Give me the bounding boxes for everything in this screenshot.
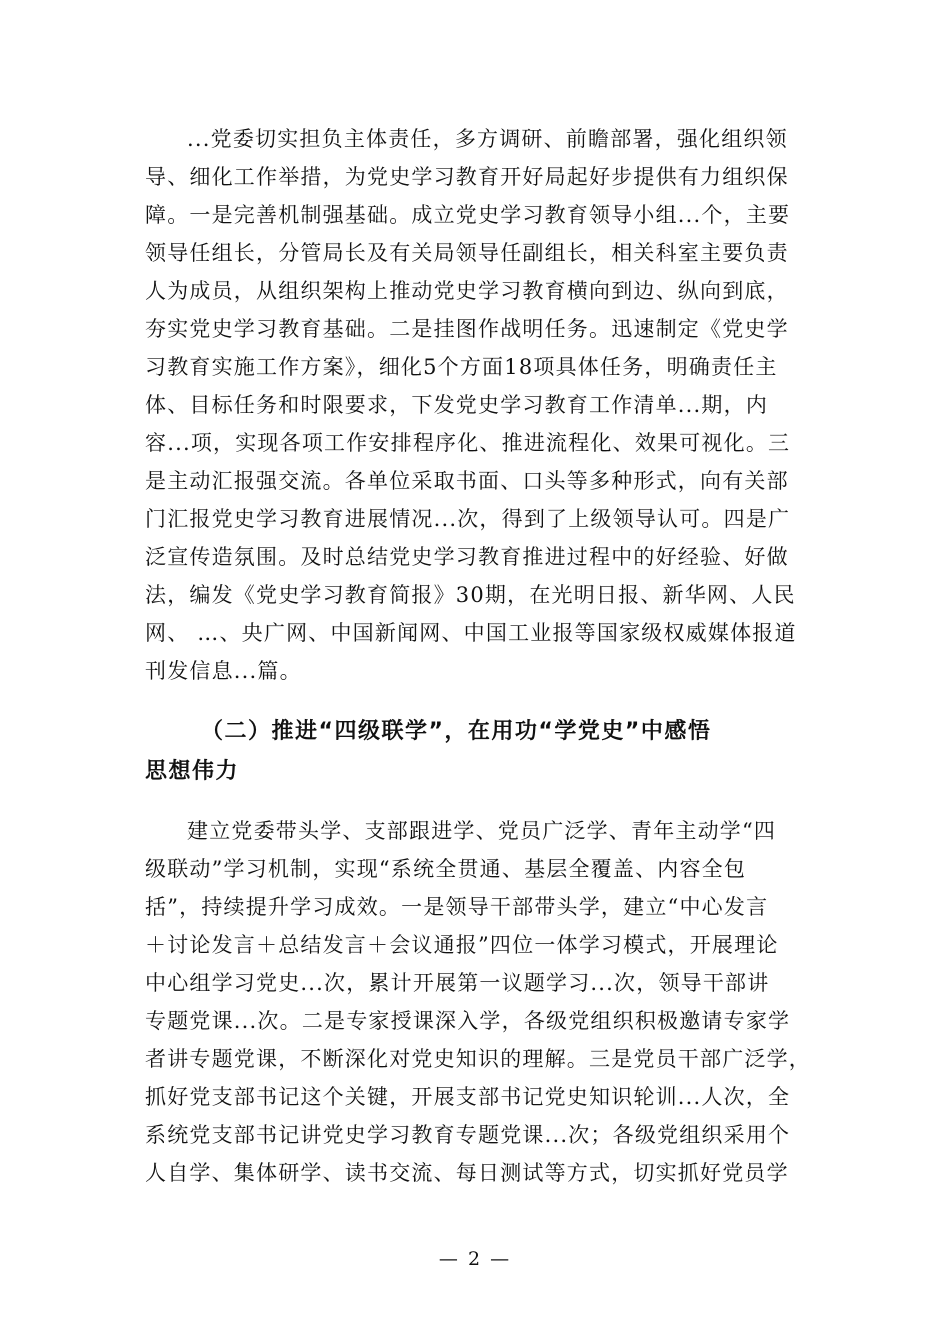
- text-line: 系统党支部书记讲党史学习教育专题党课...次；各级党组织采用个: [145, 1123, 791, 1147]
- text-line: 括”，持续提升学习成效。一是领导干部带头学，建立“中心发言: [145, 895, 769, 919]
- text-line: 者讲专题党课，不断深化对党史知识的理解。三是党员干部广泛学，: [145, 1047, 811, 1071]
- text-line: 专题党课...次。二是专家授课深入学，各级党组织积极邀请专家学: [145, 1009, 791, 1033]
- text-line: 泛宣传造氛围。及时总结党史学习教育推进过程中的好经验、好做: [145, 545, 789, 569]
- text-line: 人自学、集体研学、读书交流、每日测试等方式，切实抓好党员学: [145, 1161, 789, 1185]
- text-line: ＋讨论发言＋总结发言＋会议通报”四位一体学习模式，开展理论: [145, 933, 779, 957]
- text-line: 导、细化工作举措，为党史学习教育开好局起好步提供有力组织保: [145, 165, 789, 189]
- section-heading-line-2: 思想伟力: [145, 759, 240, 784]
- text-line: 习教育实施工作方案》，细化5个方面18项具体任务，明确责任主: [145, 355, 778, 379]
- text-line: 刊发信息...篇。: [145, 659, 302, 683]
- paragraph-organization: [145, 120, 808, 690]
- text-line: 建立党委带头学、支部跟进学、党员广泛学、青年主动学“四: [187, 819, 777, 843]
- text-line: 容...项，实现各项工作安排程序化、推进流程化、效果可视化。三: [145, 431, 791, 455]
- section-heading: [145, 712, 825, 792]
- text-line: 人为成员，从组织架构上推动党史学习教育横向到边、纵向到底，: [145, 279, 789, 303]
- page-number: — 2 —: [438, 1248, 512, 1270]
- text-line: 夯实党史学习教育基础。二是挂图作战明任务。迅速制定《党史学: [145, 317, 789, 341]
- text-line: 领导任组长，分管局长及有关局领导任副组长，相关科室主要负责: [145, 241, 789, 265]
- text-line: 门汇报党史学习教育进展情况...次，得到了上级领导认可。四是广: [145, 507, 791, 531]
- text-line: 级联动”学习机制，实现“系统全贯通、基层全覆盖、内容全包: [145, 857, 747, 881]
- paragraph-study: [145, 812, 811, 1192]
- text-line: 法，编发《党史学习教育简报》30期，在光明日报、新华网、人民: [145, 583, 796, 607]
- text-line: 障。一是完善机制强基础。成立党史学习教育领导小组...个，主要: [145, 203, 791, 227]
- text-line: 中心组学习党史...次，累计开展第一议题学习...次，领导干部讲: [145, 971, 770, 995]
- text-line: 抓好党支部书记这个关键，开展支部书记党史知识轮训...人次，全: [145, 1085, 791, 1109]
- text-line: 网、 …、央广网、中国新闻网、中国工业报等国家级权威媒体报道: [145, 621, 797, 645]
- text-line: 体、目标任务和时限要求，下发党史学习教育工作清单...期，内: [145, 393, 769, 417]
- section-heading-line-1: （二）推进“四级联学”，在用功“学党史”中感悟: [201, 719, 712, 744]
- text-line: ...党委切实担负主体责任，多方调研、前瞻部署，强化组织领: [187, 127, 788, 151]
- text-line: 是主动汇报强交流。各单位采取书面、口头等多种形式，向有关部: [145, 469, 789, 493]
